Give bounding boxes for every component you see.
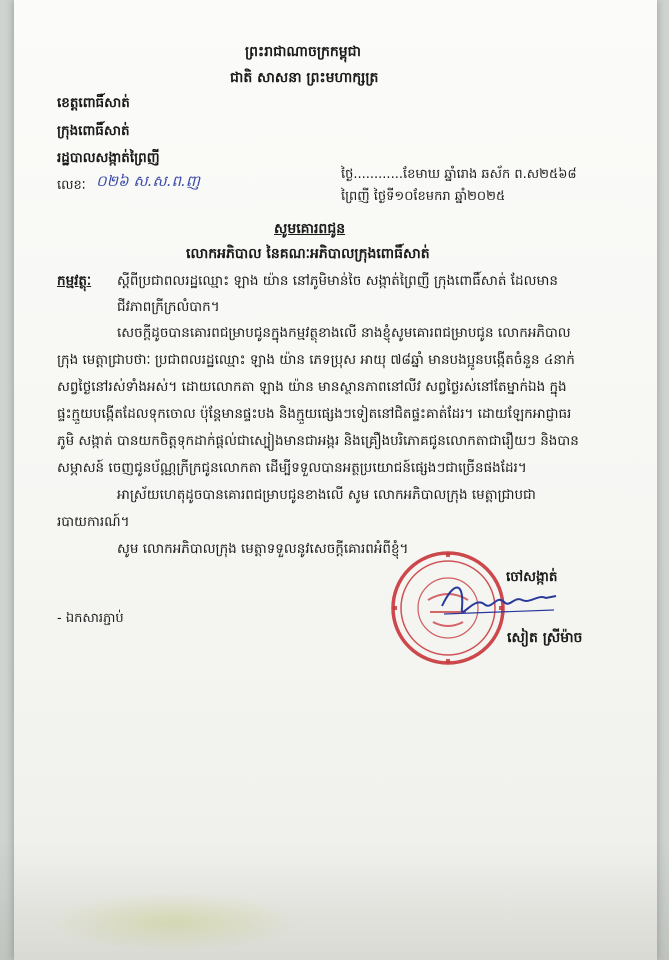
subject-line-1: ស្តីពីប្រជាពលរដ្ឋឈ្មោះ ឡាង យ៉ាន នៅភូមិមាន់ចៃ សង្កាត់ព្រៃញី ក្រុងពោធិ៍សាត់ ដែលមាន xyxy=(117,273,558,289)
body-line-5: ភូមិ សង្កាត់ បានយកចិត្តទុកដាក់ផ្តល់ជាស្បៀងមានជាអង្ករ និងគ្រឿងបរិភោគជូនលោកតាជារឿយៗ និងបាន xyxy=(57,433,579,449)
sender-commune: រដ្ឋបាលសង្កាត់ព្រៃញី xyxy=(57,150,160,166)
kingdom-heading: ព្រះរាជាណាចក្រកម្ពុជា xyxy=(245,44,362,60)
national-motto: ជាតិ សាសនា ព្រះមហាក្សត្រ xyxy=(230,70,379,86)
sender-province: ខេត្តពោធិ៍សាត់ xyxy=(57,95,130,111)
body-line-4: ផ្ទះក្មួយបង្កើតដែលទុកចោល ប៉ុន្តែមានផ្ទះបង និងក្មួយផ្សេងៗទៀតនៅជិតផ្ទះគាត់ដែរ។ ដោយឡែកអាជ្ញាធរ xyxy=(57,406,572,422)
signatory-name: សៀត ស្រីម៉ាច xyxy=(507,630,583,646)
paper-stain xyxy=(44,892,304,952)
signatory-title: ចៅសង្កាត់ xyxy=(506,569,558,585)
handwritten-signature xyxy=(434,576,574,626)
closing-line: សូម លោកអភិបាលក្រុង មេត្តាទទួលនូវសេចក្តីគោរពអំពីខ្ញុំ។ xyxy=(117,541,409,557)
conclusion-line-2: របាយការណ៍។ xyxy=(57,514,130,530)
solar-date: ព្រៃញី ថ្ងៃទី១០ខែមករា ឆ្នាំ២០២៥ xyxy=(341,189,506,204)
subject-label: កម្មវត្ថុៈ xyxy=(57,273,92,289)
document-page xyxy=(14,0,657,960)
attachment-note: - ឯកសារភ្ជាប់ xyxy=(57,611,124,626)
respectfully-to: សូមគោរពជូន xyxy=(274,221,346,237)
body-line-3: សព្វថ្ងៃនៅរស់ទាំងអស់។ ដោយលោកតា ឡាង យ៉ាន មានស្ថានភាពនៅលីវ សព្វថ្ងៃរស់នៅតែម្នាក់ឯង ក្នុង xyxy=(57,379,567,395)
body-line-1: សេចក្តីដូចបានគោរពជម្រាបជូនក្នុងកម្មវត្ថុខាងលើ នាងខ្ញុំសូមគោរពជម្រាបជូន លោកអភិបាល xyxy=(117,325,571,341)
conclusion-line-1: អាស្រ័យហេតុដូចបានគោរពជម្រាបជូនខាងលើ សូម លោកអភិបាលក្រុង មេត្តាជ្រាបជា xyxy=(117,487,536,503)
sender-city: ក្រុងពោធិ៍សាត់ xyxy=(57,123,130,139)
reference-label: លេខៈ xyxy=(57,178,86,193)
lunar-date: ថ្ងៃ............ខែមាឃ ឆ្នាំរោង ឆស័ក ព.ស២៥៦៨ xyxy=(341,167,577,182)
addressee: លោកអភិបាល នៃគណៈអភិបាលក្រុងពោធិ៍សាត់ xyxy=(186,246,430,262)
body-line-2: ក្រុង មេត្តាជ្រាបថាៈ ប្រជាពលរដ្ឋឈ្មោះ ឡាង យ៉ាន ភេទប្រុស អាយុ ៧៨ឆ្នាំ មានបងប្អូនបង្កើតចំនួន ៤នាក់ xyxy=(57,352,575,368)
body-line-6: សម្ភាសន៍ ចេញជូនប័ណ្ណក្រីក្រជូនលោកតា ដើម្បីទទួលបានអត្ថប្រយោជន៍ផ្សេងៗជាច្រើនផងដែរ។ xyxy=(57,460,527,476)
subject-line-2: ជីវភាពក្រីក្រលំបាក។ xyxy=(117,299,220,315)
reference-number-handwritten: ០២៦ ស.ស.ព.ញ xyxy=(96,172,201,190)
